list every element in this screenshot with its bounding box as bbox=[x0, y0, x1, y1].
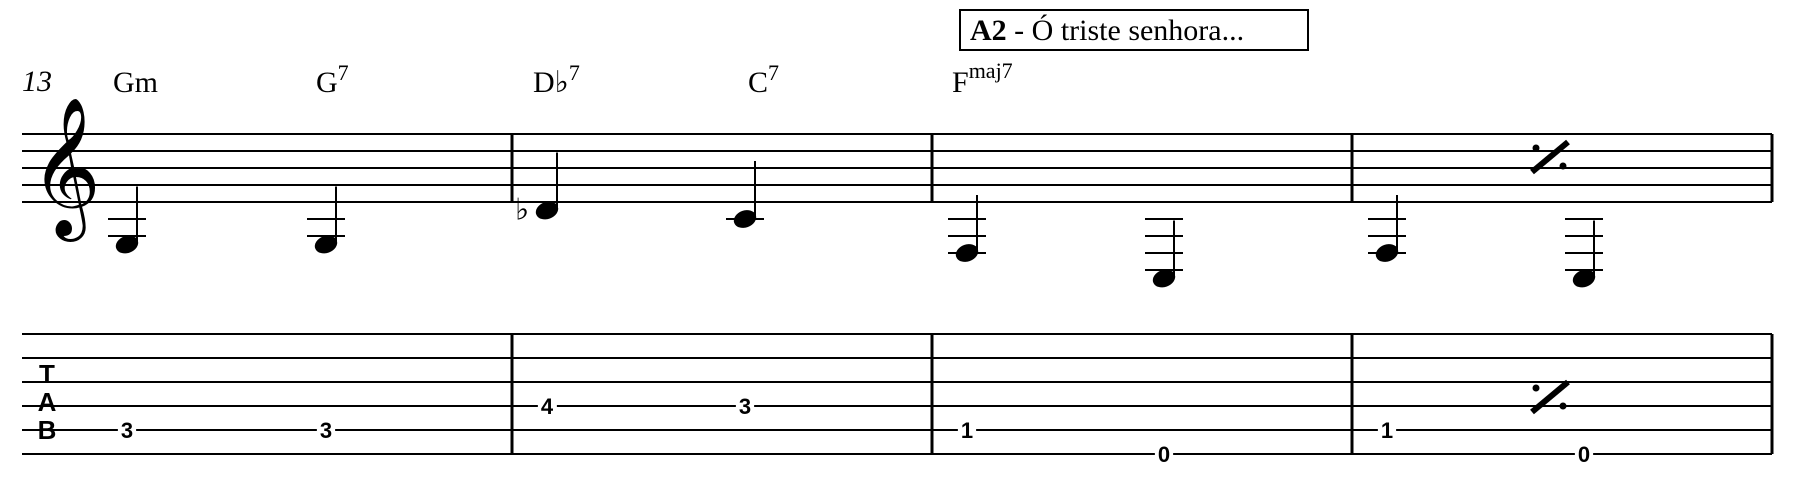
tab-label-a: A bbox=[37, 387, 57, 417]
treble-clef-icon: 𝄞 bbox=[30, 100, 101, 233]
chord-symbol: Gm bbox=[113, 66, 158, 99]
chord-symbol: $F^{maj7}$ bbox=[952, 58, 1013, 99]
notes bbox=[108, 153, 1603, 291]
rehearsal-mark bbox=[960, 10, 1308, 50]
staff bbox=[22, 134, 1772, 202]
note bbox=[726, 161, 764, 231]
chord-symbols bbox=[113, 58, 1013, 99]
note bbox=[108, 187, 146, 257]
fret-number: 1 bbox=[1380, 418, 1394, 443]
rehearsal-label: A2 bbox=[970, 14, 1007, 47]
fret-number: 3 bbox=[738, 394, 752, 419]
tab-measure-repeat-icon bbox=[1532, 382, 1568, 412]
rehearsal-text: - Ó triste senhora... bbox=[1006, 14, 1245, 47]
tab-label-t: T bbox=[39, 359, 55, 389]
chord-symbol: D♭$^7$ bbox=[533, 60, 580, 99]
tab-label-b: B bbox=[37, 415, 57, 445]
note bbox=[1145, 219, 1183, 290]
fret-number: 1 bbox=[960, 418, 974, 443]
tab-clef bbox=[38, 359, 57, 445]
flat-accidental-icon: ♭ bbox=[515, 192, 530, 228]
fret-number: 0 bbox=[1157, 442, 1171, 467]
tab-barlines bbox=[512, 334, 1772, 454]
fret-number: 4 bbox=[540, 394, 554, 419]
tab-staff bbox=[22, 334, 1772, 454]
fret-number: 3 bbox=[120, 418, 134, 443]
chord-symbol: $C^7$ bbox=[748, 60, 780, 99]
measure-number: 13 bbox=[22, 65, 52, 98]
svg-text:A2 - Ó triste senhora... bbox=[970, 14, 1244, 47]
note bbox=[948, 195, 986, 265]
note bbox=[1368, 195, 1406, 265]
fret-number: 0 bbox=[1577, 442, 1591, 467]
chord-symbol: $G^7$ bbox=[316, 60, 349, 99]
note bbox=[1565, 219, 1603, 290]
note bbox=[515, 153, 561, 228]
fret-number: 3 bbox=[319, 418, 333, 443]
note bbox=[307, 187, 345, 257]
